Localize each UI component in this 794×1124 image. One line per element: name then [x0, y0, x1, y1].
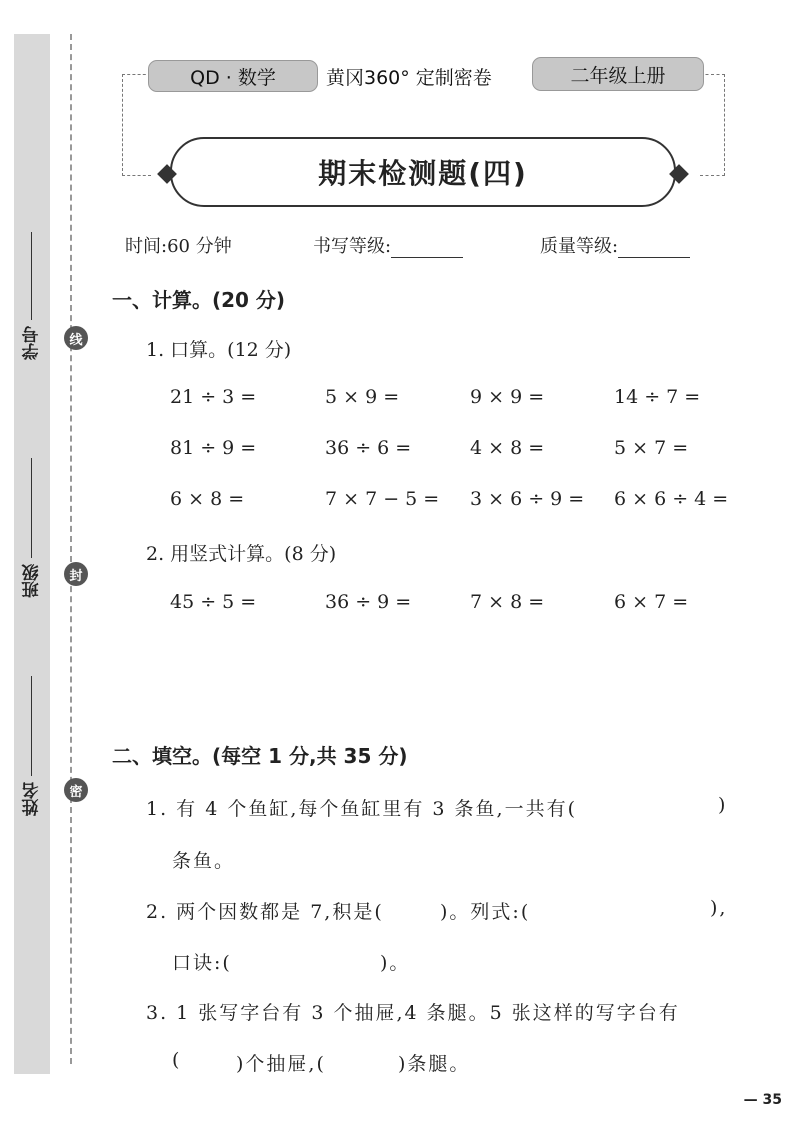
- section2-heading: 二、填空。(每空 1 分,共 35 分): [112, 744, 408, 768]
- equation: 6 × 8 =: [170, 488, 245, 510]
- equation: 5 × 9 =: [325, 386, 400, 408]
- equation: 21 ÷ 3 =: [170, 386, 257, 408]
- seal-seal-mark: 封: [64, 562, 88, 586]
- quality-grade: [540, 232, 690, 258]
- student-id-blank: [32, 232, 33, 320]
- equation: 6 × 6 ÷ 4 =: [614, 488, 729, 510]
- page-number: — 35: [743, 1092, 782, 1108]
- equation: 5 × 7 =: [614, 437, 689, 459]
- seal-dashed-line: [70, 34, 72, 1064]
- question-1-line1: 1. 有 4 个鱼缸,每个鱼缸里有 3 条鱼,一共有(: [146, 798, 577, 820]
- quality-grade-label: 质量等级:: [540, 236, 619, 257]
- equation: 14 ÷ 7 =: [614, 386, 701, 408]
- seal-line-mark: 线: [64, 326, 88, 350]
- question-2-part-e: )。: [380, 952, 411, 974]
- question-3-line1: 3. 1 张写字台有 3 个抽屉,4 条腿。5 张这样的写字台有: [146, 1002, 680, 1024]
- part2-heading: 2. 用竖式计算。(8 分): [146, 543, 337, 565]
- part1-heading: 1. 口算。(12 分): [146, 339, 292, 361]
- writing-grade-label: 书写等级:: [313, 236, 392, 257]
- subject-pill: QD · 数学: [148, 60, 318, 92]
- name-label: 姓名: [22, 782, 43, 816]
- equation: 36 ÷ 9 =: [325, 591, 412, 613]
- question-3-part-a: (: [172, 1049, 182, 1071]
- question-3-part-c: )条腿。: [398, 1053, 471, 1075]
- equation: 4 × 8 =: [470, 437, 545, 459]
- name-blank: [32, 676, 33, 776]
- equation: 7 × 7 − 5 =: [325, 488, 440, 510]
- writing-grade-blank[interactable]: [391, 237, 463, 258]
- equation: 9 × 9 =: [470, 386, 545, 408]
- class-field: [18, 458, 46, 598]
- question-2-part-b: )。列式:(: [440, 901, 531, 923]
- question-2-part-d: 口诀:(: [172, 952, 232, 974]
- question-2-part-c: ),: [710, 897, 728, 919]
- equation: 6 × 7 =: [614, 591, 689, 613]
- writing-grade: [313, 232, 463, 258]
- student-id-field: [18, 232, 46, 360]
- header-bracket-left: [122, 74, 151, 176]
- name-field: [18, 676, 46, 816]
- class-blank: [32, 458, 33, 558]
- series-name: 黄冈360° 定制密卷: [326, 67, 492, 89]
- section1-heading: 一、计算。(20 分): [112, 288, 286, 312]
- equation: 7 × 8 =: [470, 591, 545, 613]
- equation: 45 ÷ 5 =: [170, 591, 257, 613]
- header-bracket-right: [700, 74, 725, 176]
- student-id-label: 学号: [22, 326, 43, 360]
- time-limit: 时间:60 分钟: [125, 236, 232, 257]
- equation: 3 × 6 ÷ 9 =: [470, 488, 585, 510]
- equation: 36 ÷ 6 =: [325, 437, 412, 459]
- grade-pill: 二年级上册: [532, 57, 704, 91]
- class-label: 班级: [22, 564, 43, 598]
- question-1-line2: 条鱼。: [172, 850, 236, 872]
- question-1-close-paren: ): [718, 794, 728, 816]
- question-2-part-a: 2. 两个因数都是 7,积是(: [146, 901, 384, 923]
- quality-grade-blank[interactable]: [618, 237, 690, 258]
- page-title: 期末检测题(四): [318, 157, 528, 190]
- equation: 81 ÷ 9 =: [170, 437, 257, 459]
- question-3-part-b: )个抽屉,(: [236, 1053, 326, 1075]
- title-box: [170, 137, 676, 207]
- seal-secret-mark: 密: [64, 778, 88, 802]
